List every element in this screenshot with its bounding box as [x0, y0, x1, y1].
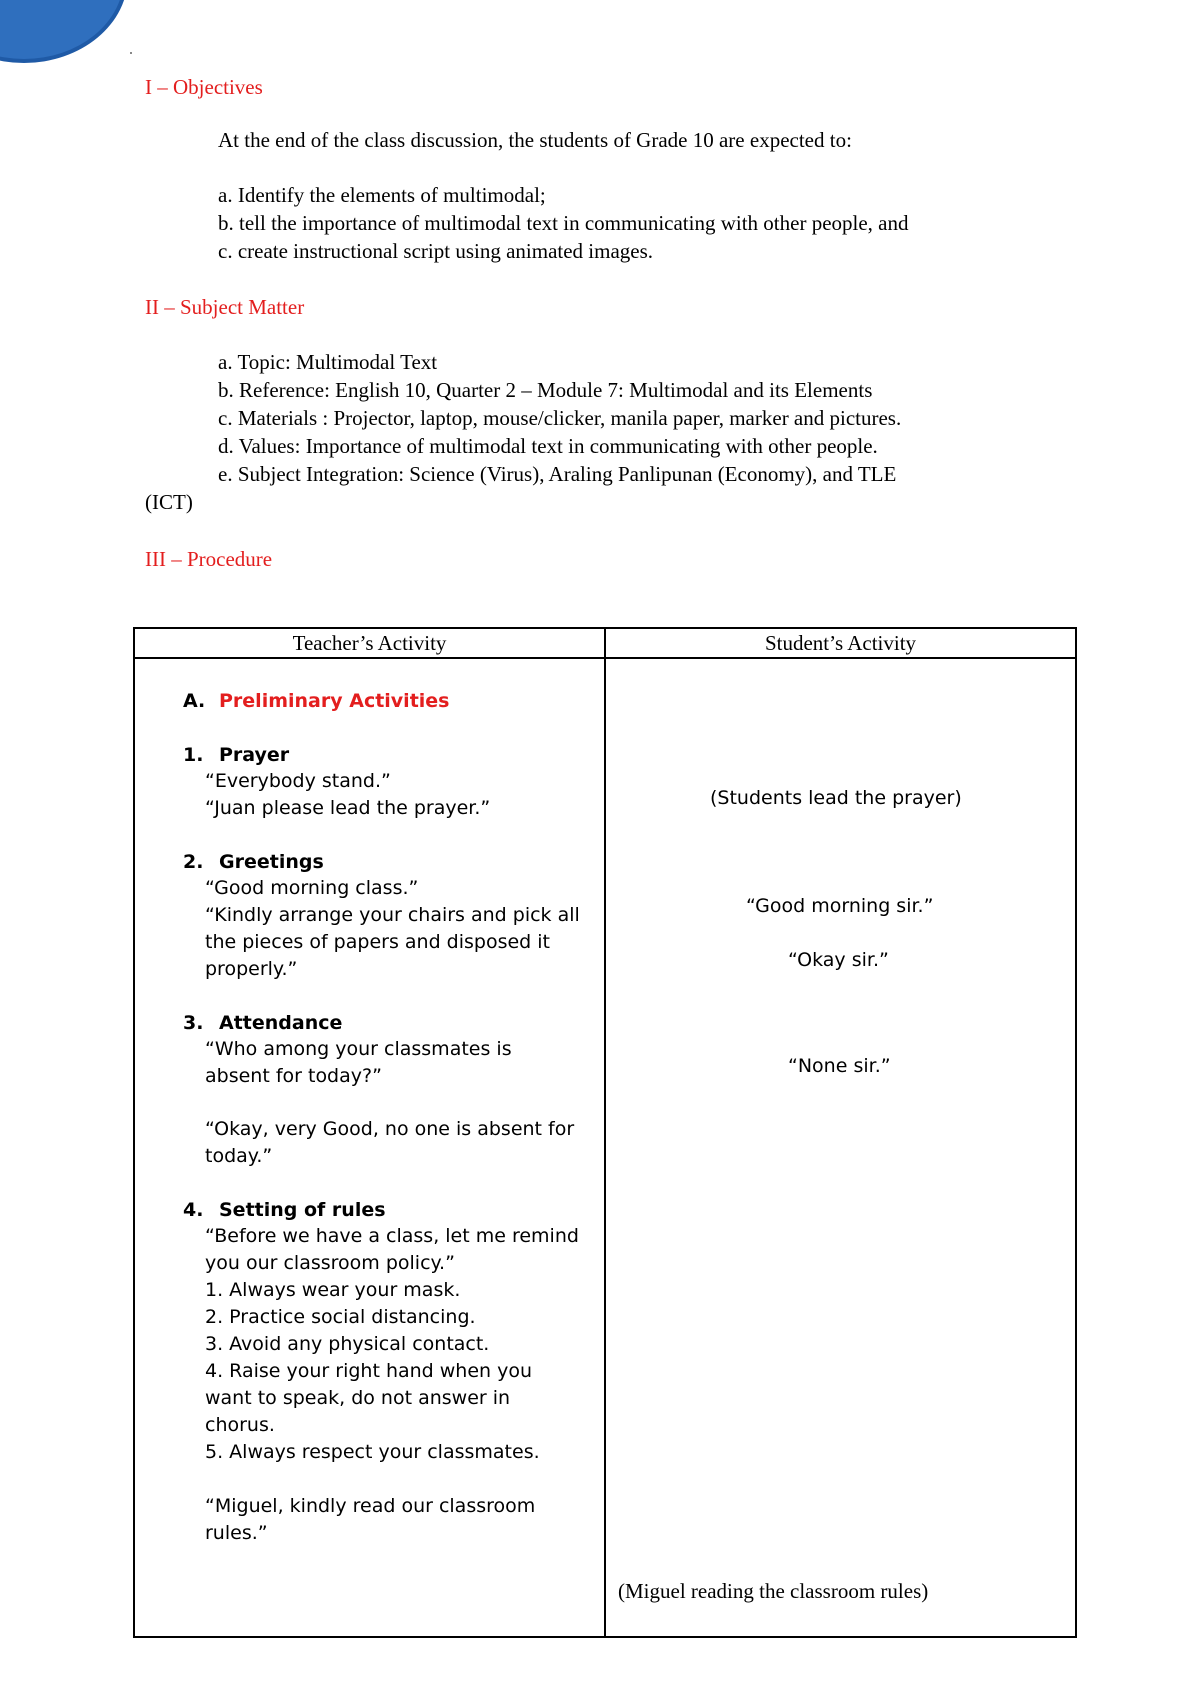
table-row	[134, 658, 1076, 1637]
attendance-title: Attendance	[219, 1012, 343, 1034]
greetings-line: “Good morning class.”	[205, 877, 419, 899]
subject-item: b. Reference: English 10, Quarter 2 – Module 7: Multimodal and its Elements	[218, 378, 873, 402]
student-response: “Good morning sir.”	[746, 895, 934, 917]
greetings-line: the pieces of papers and disposed it	[205, 931, 551, 953]
greetings-line: properly.”	[205, 958, 298, 980]
subject-item: a. Topic: Multimodal Text	[218, 350, 438, 374]
greetings-title: Greetings	[219, 851, 324, 873]
rules-line: you our classroom policy.”	[205, 1252, 455, 1274]
rules-line: 5. Always respect your classmates.	[205, 1441, 540, 1463]
rules-title: Setting of rules	[219, 1199, 386, 1221]
rules-line: want to speak, do not answer in	[205, 1387, 511, 1409]
rules-line: 1. Always wear your mask.	[205, 1279, 461, 1301]
student-response: (Students lead the prayer)	[710, 787, 962, 809]
objective-item: a. Identify the elements of multimodal;	[218, 183, 546, 207]
student-activity-cell	[605, 658, 1076, 1637]
rules-line: rules.”	[205, 1522, 268, 1544]
objectives-heading: I – Objectives	[145, 75, 263, 99]
section-title: Preliminary Activities	[219, 690, 450, 712]
prayer-number: 1.	[183, 744, 204, 766]
section-letter: A.	[183, 690, 206, 712]
objective-item: b. tell the importance of multimodal text in communicating with other people, and	[218, 211, 909, 235]
subject-item: c. Materials : Projector, laptop, mouse/clicker, manila paper, marker and pictures.	[218, 406, 902, 430]
teacher-activity-header: Teacher’s Activity	[134, 628, 605, 658]
attendance-line: “Okay, very Good, no one is absent for	[205, 1118, 575, 1140]
rules-line: “Miguel, kindly read our classroom	[205, 1495, 536, 1517]
attendance-line: today.”	[205, 1145, 273, 1167]
student-response: “Okay sir.”	[788, 949, 889, 971]
objectives-intro: At the end of the class discussion, the students of Grade 10 are expected to:	[218, 128, 852, 152]
student-activity-header: Student’s Activity	[605, 628, 1076, 658]
student-response: “None sir.”	[788, 1055, 891, 1077]
attendance-line: absent for today?”	[205, 1065, 382, 1087]
rules-line: 3. Avoid any physical contact.	[205, 1333, 490, 1355]
rules-number: 4.	[183, 1199, 204, 1221]
student-response: (Miguel reading the classroom rules)	[618, 1579, 929, 1603]
table-header-row	[134, 628, 1076, 658]
attendance-number: 3.	[183, 1012, 204, 1034]
attendance-line: “Who among your classmates is	[205, 1038, 512, 1060]
corner-decoration	[0, 0, 128, 63]
page-dot	[130, 52, 132, 54]
objective-item: c. create instructional script using animated images.	[218, 239, 654, 263]
greetings-number: 2.	[183, 851, 204, 873]
procedure-table	[133, 627, 1077, 1638]
prayer-title: Prayer	[219, 744, 290, 766]
subject-item: d. Values: Importance of multimodal text in communicating with other people.	[218, 434, 878, 458]
subject-item: (ICT)	[145, 490, 193, 514]
prayer-line: “Everybody stand.”	[205, 770, 391, 792]
rules-line: 2. Practice social distancing.	[205, 1306, 476, 1328]
subject-item: e. Subject Integration: Science (Virus), Araling Panlipunan (Economy), and TLE	[218, 462, 897, 486]
rules-line: 4. Raise your right hand when you	[205, 1360, 533, 1382]
greetings-line: “Kindly arrange your chairs and pick all	[205, 904, 580, 926]
teacher-activity-cell	[134, 658, 605, 1637]
procedure-heading: III – Procedure	[145, 547, 273, 571]
rules-line: “Before we have a class, let me remind	[205, 1225, 579, 1247]
prayer-line: “Juan please lead the prayer.”	[205, 797, 491, 819]
subject-matter-heading: II – Subject Matter	[145, 295, 305, 319]
rules-line: chorus.	[205, 1414, 275, 1436]
